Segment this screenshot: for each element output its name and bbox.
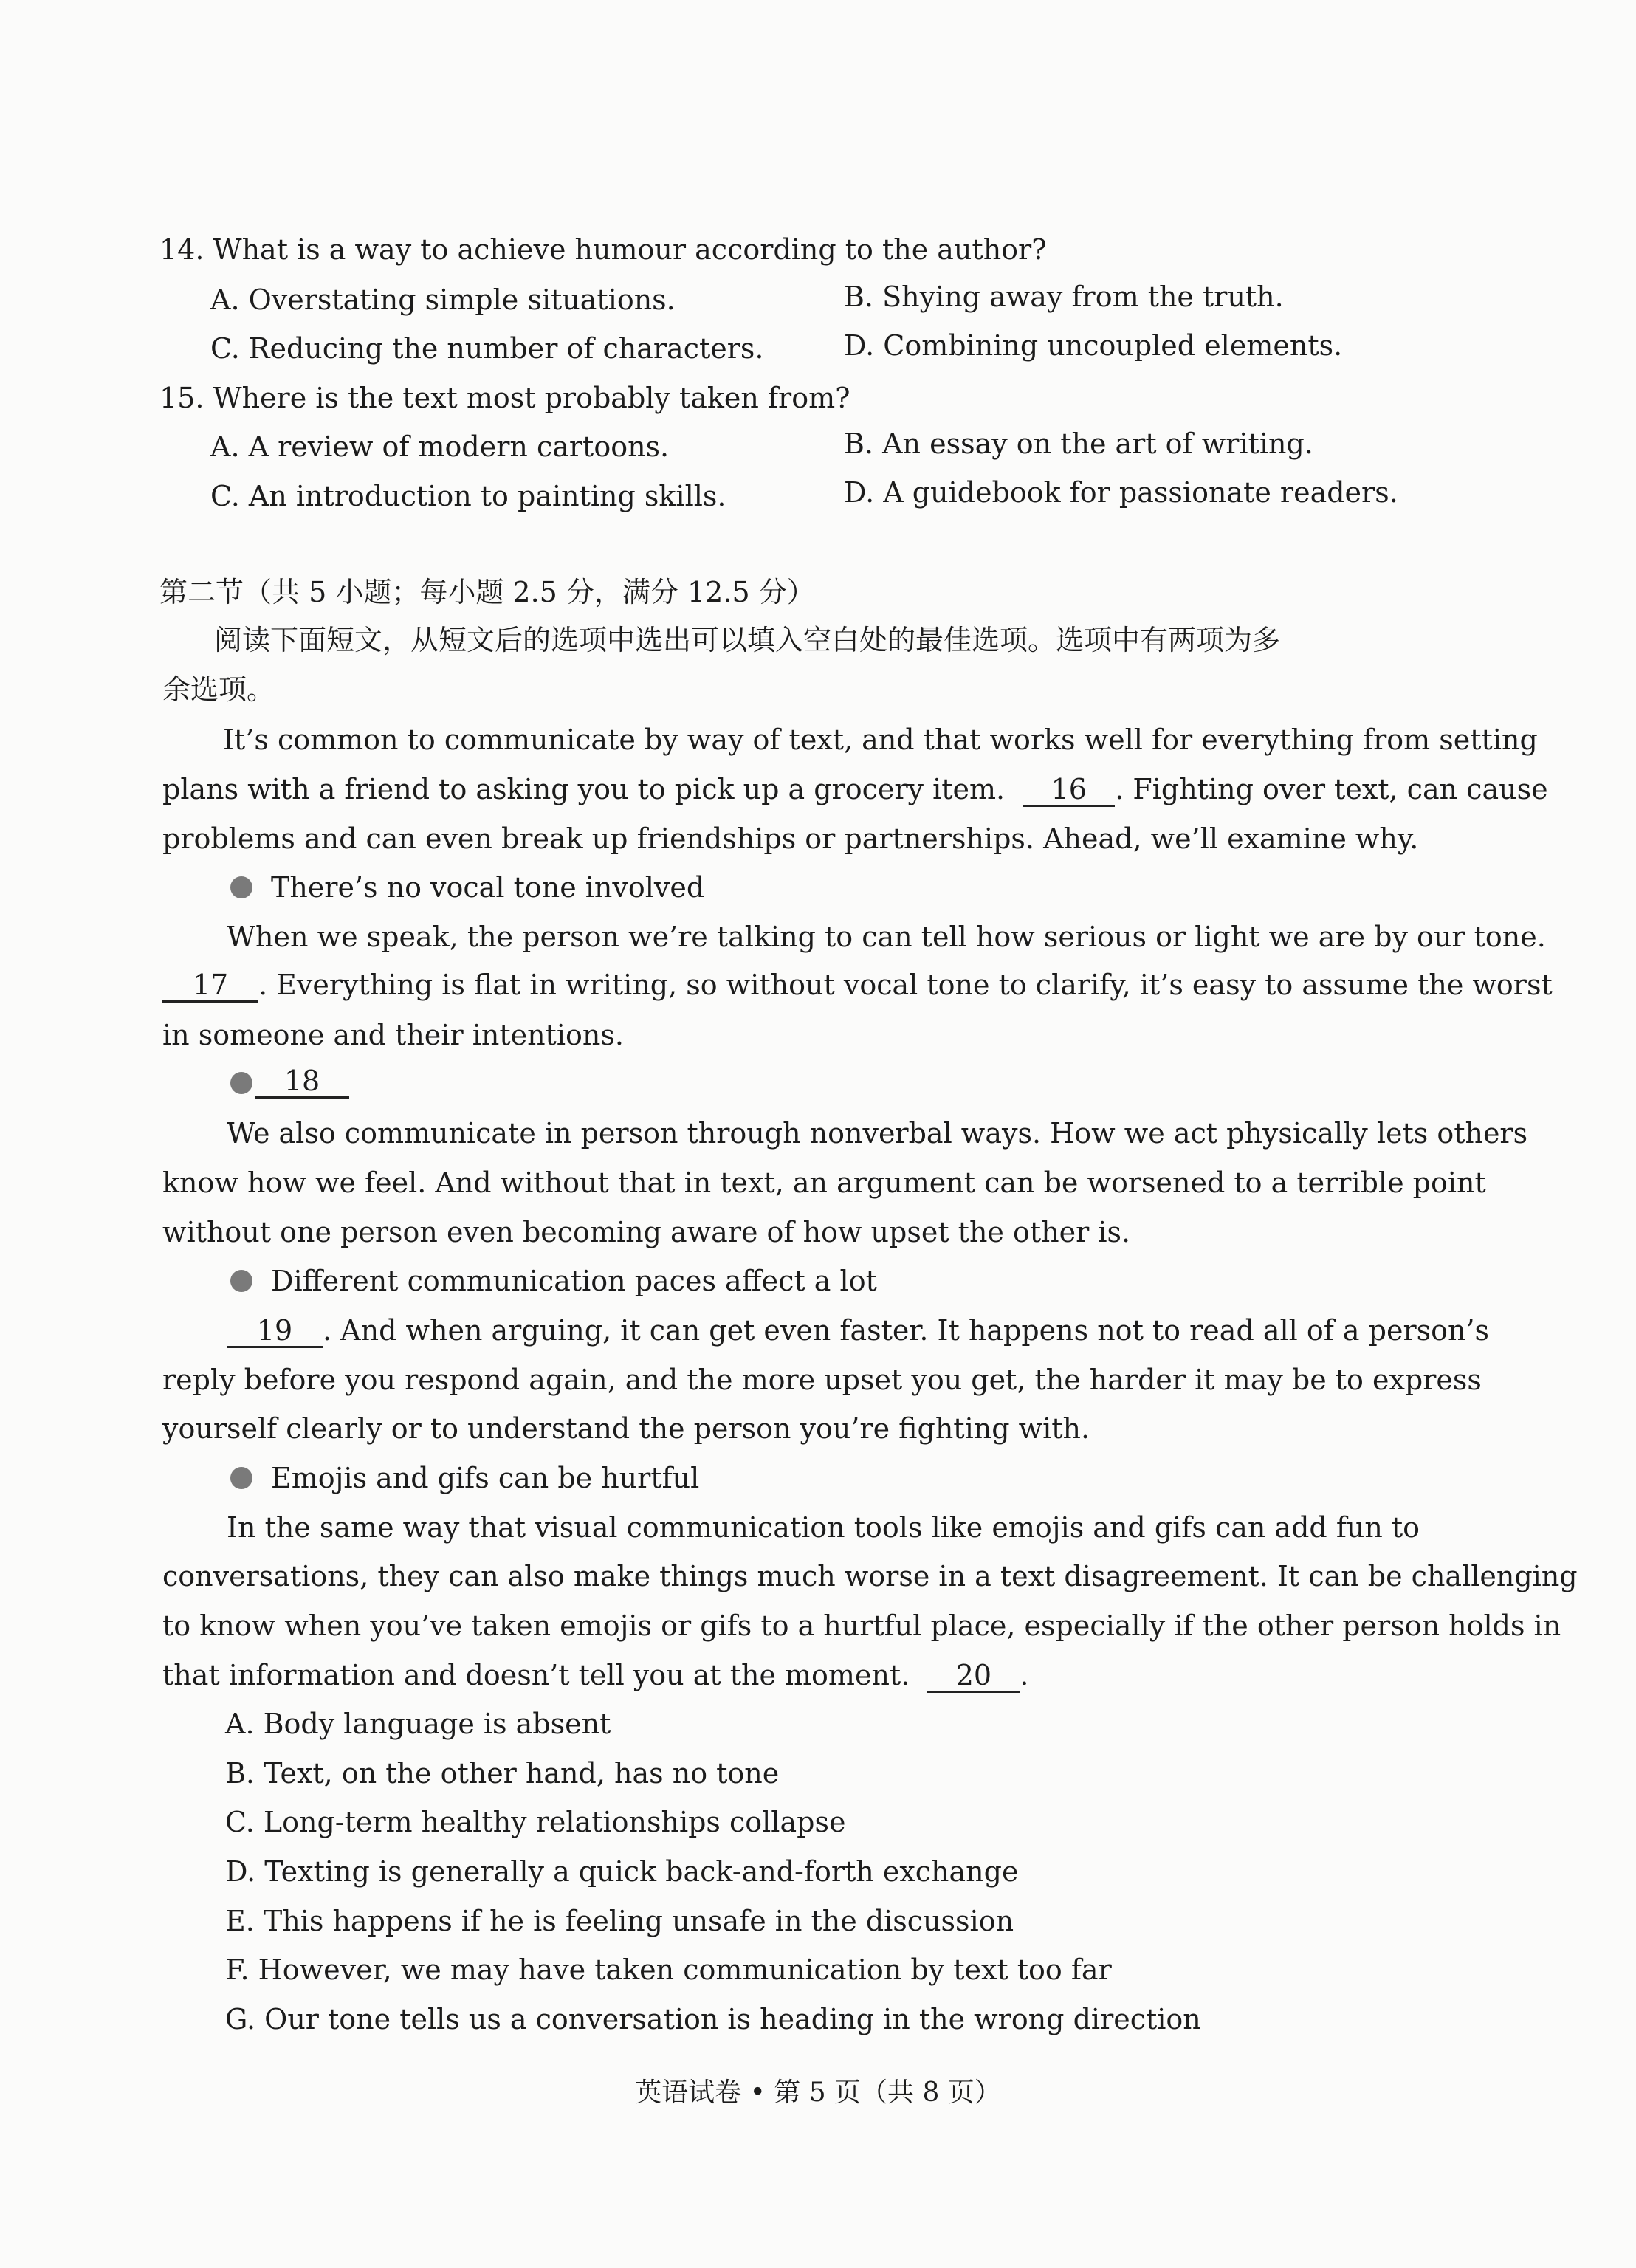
passage-line: to know when you’ve taken emojis or gifs to a hurtful place, especially if the other person holds in: [162, 1609, 1561, 1642]
choice-g: G. Our tone tells us a conversation is heading in the wrong direction: [225, 2003, 1201, 2035]
question-14-stem: 14. What is a way to achieve humour according to the author?: [159, 233, 1047, 266]
passage-line: In the same way that visual communication tools like emojis and gifs can add fun to: [227, 1511, 1420, 1544]
blank-20: 20: [927, 1661, 1020, 1693]
passage-line-with-blank-19: 19 . And when arguing, it can get even faster. It happens not to read all of a person’s: [227, 1314, 1489, 1348]
passage-line: know how we feel. And without that in text, an argument can be worsened to a terrible point: [162, 1166, 1486, 1199]
subheading-blank-18: [255, 1065, 349, 1099]
q15-option-c: C. An introduction to painting skills.: [210, 480, 726, 512]
page-footer: 英语试卷 • 第 5 页（共 8 页）: [635, 2078, 1001, 2108]
subheading-communication-paces: Different communication paces affect a lot: [271, 1265, 877, 1297]
passage-line: When we speak, the person we’re talking to can tell how serious or light we are by our tone.: [227, 921, 1546, 953]
subheading-emojis-gifs: Emojis and gifs can be hurtful: [271, 1462, 700, 1494]
choice-f: F. However, we may have taken communication by text too far: [225, 1953, 1112, 1986]
section-instruction-line1: 阅读下面短文，从短文后的选项中选出可以填入空白处的最佳选项。选项中有两项为多: [214, 624, 1281, 656]
q14-option-a: A. Overstating simple situations.: [210, 284, 676, 316]
blank-19: 19: [227, 1316, 323, 1348]
choice-c: C. Long-term healthy relationships collapse: [225, 1806, 846, 1838]
section-header: 第二节（共 5 小题；每小题 2.5 分，满分 12.5 分）: [159, 576, 815, 608]
bullet-icon: [230, 876, 252, 898]
question-15-stem: 15. Where is the text most probably taken from?: [159, 382, 850, 414]
passage-line: without one person even becoming aware of how upset the other is.: [162, 1216, 1131, 1248]
q14-option-c: C. Reducing the number of characters.: [210, 332, 764, 365]
passage-line: conversations, they can also make things much worse in a text disagreement. It can be challenging: [162, 1560, 1578, 1592]
blank-17: 17: [162, 971, 258, 1003]
q15-option-b: B. An essay on the art of writing.: [844, 427, 1313, 460]
q15-option-a: A. A review of modern cartoons.: [210, 430, 670, 463]
passage-line: yourself clearly or to understand the person you’re fighting with.: [162, 1412, 1090, 1445]
bullet-icon: [230, 1467, 252, 1489]
passage-line-with-blank-16: plans with a friend to asking you to pick up a grocery item. 16 . Fighting over text, can cause: [162, 773, 1548, 805]
q15-option-d: D. A guidebook for passionate readers.: [844, 476, 1398, 509]
bullet-icon: [230, 1270, 252, 1292]
q14-option-b: B. Shying away from the truth.: [844, 281, 1284, 313]
passage-line: reply before you respond again, and the more upset you get, the harder it may be to express: [162, 1364, 1482, 1396]
passage-line: It’s common to communicate by way of text, and that works well for everything from setting: [223, 724, 1538, 756]
choice-d: D. Texting is generally a quick back-and-forth exchange: [225, 1855, 1019, 1888]
passage-line: problems and can even break up friendships or partnerships. Ahead, we’ll examine why.: [162, 822, 1419, 855]
section-instruction-line2: 余选项。: [162, 673, 275, 706]
bullet-icon: [230, 1072, 252, 1094]
blank-16: 16: [1023, 775, 1115, 807]
passage-line: We also communicate in person through nonverbal ways. How we act physically lets others: [227, 1117, 1528, 1150]
choice-e: E. This happens if he is feeling unsafe in the discussion: [225, 1905, 1014, 1937]
passage-line: in someone and their intentions.: [162, 1019, 624, 1051]
choice-a: A. Body language is absent: [225, 1708, 611, 1740]
passage-line-with-blank-17: 17 . Everything is flat in writing, so without vocal tone to clarify, it’s easy to assume the worst: [162, 969, 1553, 1003]
q14-option-d: D. Combining uncoupled elements.: [844, 329, 1343, 362]
passage-line-with-blank-20: that information and doesn’t tell you at the moment. 20 .: [162, 1659, 1029, 1691]
subheading-vocal-tone: There’s no vocal tone involved: [271, 871, 705, 904]
choice-b: B. Text, on the other hand, has no tone: [225, 1757, 780, 1790]
blank-18: 18: [255, 1067, 349, 1099]
